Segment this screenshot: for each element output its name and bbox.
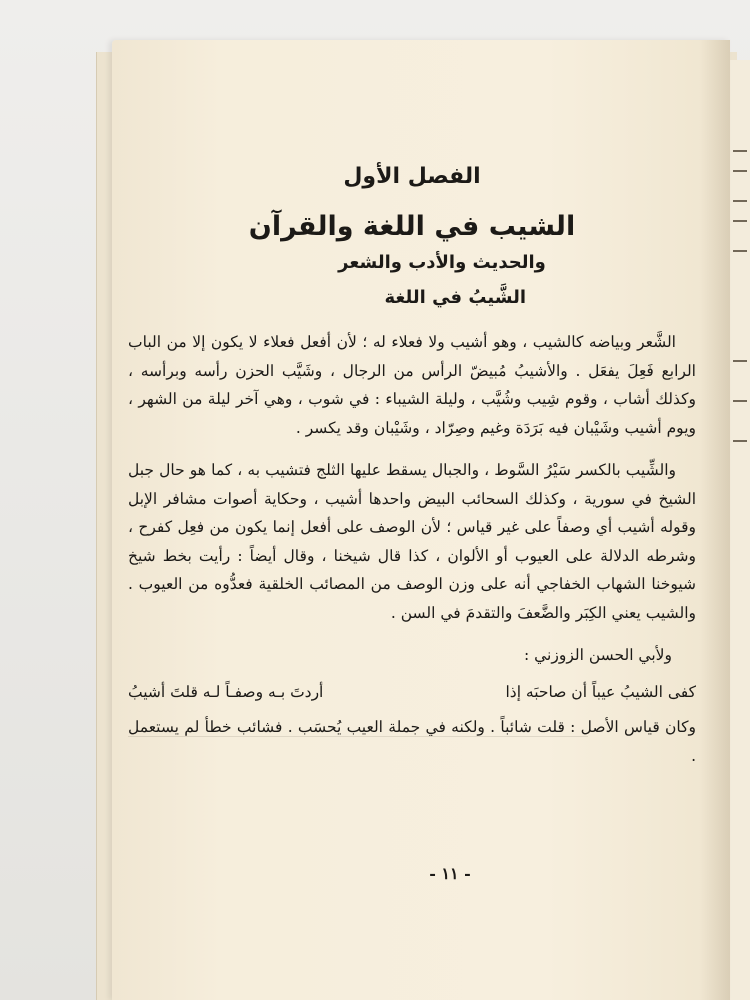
- body-paragraph: والشِّيب بالكسر سَيْرُ السَّوط ، والجبال يسقط عليها الثلج فتشيب به ، كما هو حال جبل الشيخ في سورية ، وكذلك السحائب البيض واحدها أشيب ، وحكاية أصوات مشافر الإبل وقوله أشيب أي وصفاً على غير قياس ؛ لأن الوصف على أفعل إنما يكون من فعِل كفرح ، وشرطه الدلالة على العيوب أو الألوان ، كذا قال شيخنا ، وقال أيضاً : رأيت بخط شيخ شيوخنا الشهاب الخفاجي أنه على وزن الوصف من المصائب الخلقية فعدُّوه من العيوب . والشيب يعني الكِبَر والضَّعفَ والتقدمَ في السن .: [128, 461, 696, 622]
- closing-paragraph: وكان قياس الأصل : قلت شائباً . ولكنه في جملة العيب يُحسَب . فشائب خطأ لم يستعمل .: [128, 718, 696, 765]
- page-title: الشيب في اللغة والقرآن: [248, 211, 576, 242]
- verse-first-hemistich: كفى الشيبُ عيباً أن صاحبَه إذا: [505, 683, 696, 701]
- facing-page-edge: [728, 60, 750, 1000]
- page-number: - ١١ -: [429, 864, 471, 883]
- poetry-verse: [128, 677, 696, 707]
- page-content: [128, 150, 696, 770]
- chapter-heading: الفصل الأول: [343, 164, 481, 189]
- verse-second-hemistich: أردتَ بـه وصفـاً لـه قلتَ أشيبُ: [128, 683, 324, 701]
- page-subtitle: والحديث والأدب والشعر: [338, 252, 546, 273]
- body-paragraph: الشَّعر وبياضه كالشيب ، وهو أشيب ولا فعلاء له ؛ لأن أفعل فعلاء لا يكون إلا من الباب الرابع فَعِلَ يفعَل . والأشيبُ مُبيضّ الرأس من الرجال ، وشَيَّب الحزن رأسه وبرأسه ، وكذلك أشاب ، وقوم شِيب وشُيَّب ، وليلة الشيباء : في شوب ، وهي آخر ليلة من الشهر ، ويوم أشيب وشَيْبان فيه بَرَدَة وغيم وصِرّاد ، وشَيْبان وقد يكسر .: [128, 333, 696, 437]
- section-heading: الشَّيبُ في اللغة: [384, 287, 526, 308]
- verse-attribution: ولأبي الحسن الزوزني :: [523, 646, 672, 664]
- bleed-through-rule: [128, 736, 588, 737]
